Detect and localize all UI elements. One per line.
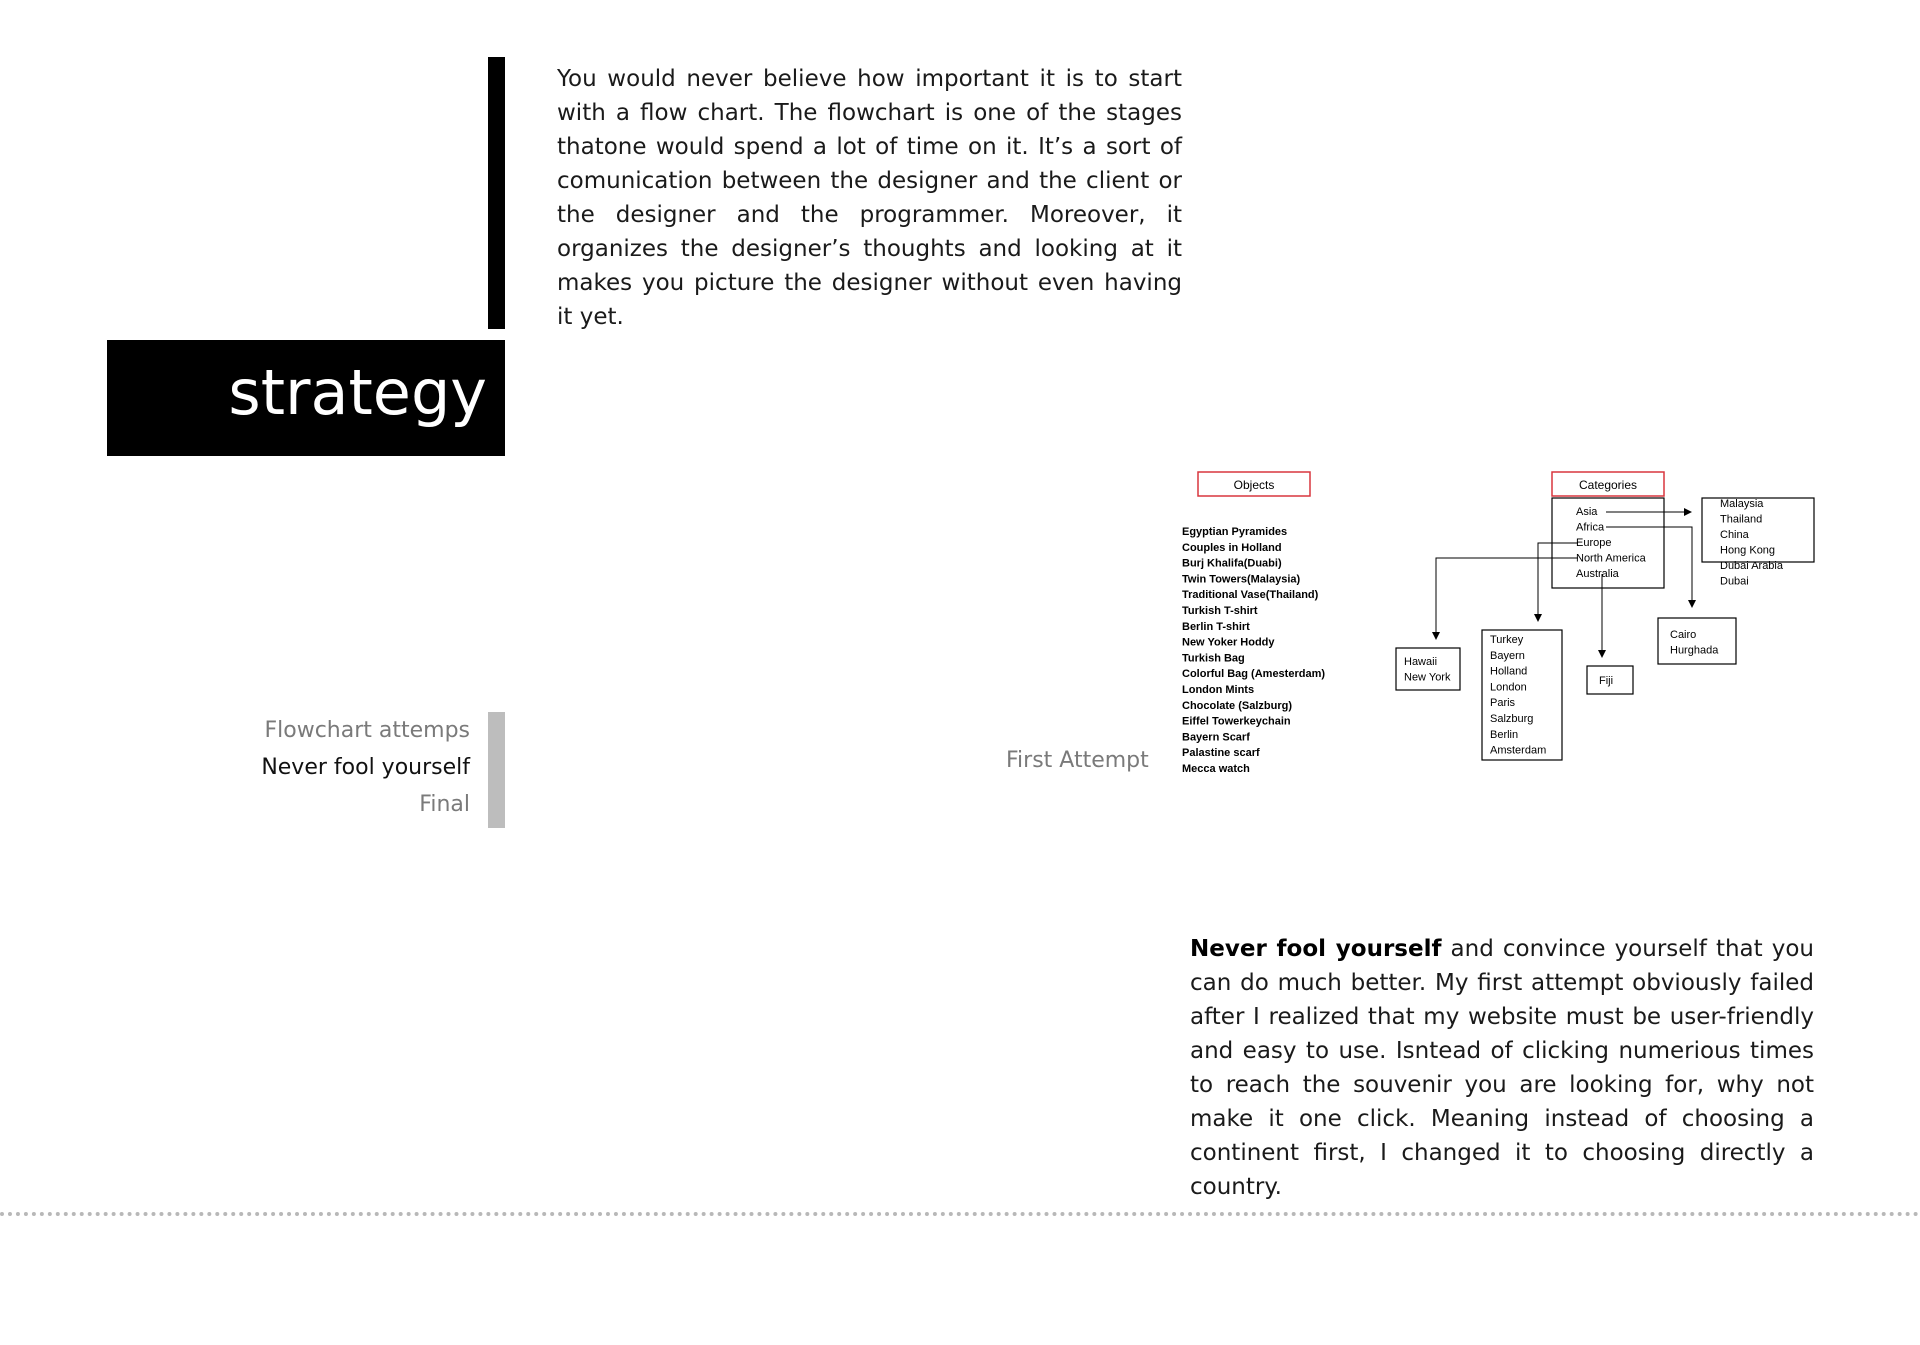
- africa-list: [1670, 629, 1719, 657]
- object-item: Couples in Holland: [1182, 541, 1282, 554]
- asia-country: China: [1720, 529, 1749, 541]
- asia-list: [1720, 498, 1784, 588]
- category-item: Africa: [1576, 521, 1605, 534]
- object-item: New Yoker Hoddy: [1182, 636, 1275, 649]
- connector-africa: [1606, 527, 1692, 606]
- europe-country: Salzburg: [1490, 713, 1534, 725]
- section-nav: [261, 712, 470, 823]
- europe-country: Amsterdam: [1490, 744, 1547, 757]
- objects-header: Objects: [1233, 478, 1275, 492]
- africa-city: Hurghada: [1670, 644, 1719, 657]
- object-item: Bayern Scarf: [1182, 731, 1250, 744]
- category-item: Australia: [1576, 568, 1619, 580]
- object-item: Chocolate (Salzburg): [1182, 699, 1293, 712]
- australia-place: Fiji: [1599, 675, 1614, 687]
- asia-country: Malaysia: [1720, 498, 1764, 510]
- intro-paragraph: You would never believe how important it is to start with a flow chart. The flowchart is one of the stages thatone would spend a lot of time on it. It’s a sort of comunication between the designer and the client or the designer and the programmer. Moreover, it organizes the designer’s thoughts and looking at it makes you picture the designer without even having it yet.: [557, 66, 1182, 330]
- categories-header: Categories: [1578, 478, 1638, 492]
- objects-list: [1182, 526, 1325, 775]
- never-fool-bold: Never fool yourself: [1190, 936, 1442, 962]
- europe-country: Paris: [1490, 697, 1516, 710]
- section-title-block: [107, 340, 505, 456]
- europe-country: Berlin: [1490, 728, 1519, 741]
- north-america-place: Hawaii: [1404, 656, 1438, 668]
- asia-country: Dubai Arabia: [1720, 560, 1783, 572]
- flowchart-svg: [1160, 460, 1820, 790]
- europe-list: [1490, 634, 1546, 757]
- object-item: Colorful Bag (Amesterdam): [1182, 668, 1326, 681]
- object-item: Eiffel Towerkeychain: [1182, 715, 1291, 728]
- object-item: Berlin T-shirt: [1182, 620, 1250, 633]
- nav-item-flowchart-attemps[interactable]: Flowchart attemps: [264, 718, 470, 743]
- north-america-box: [1396, 648, 1460, 690]
- category-item: Asia: [1576, 506, 1598, 518]
- europe-country: Bayern: [1490, 649, 1525, 662]
- flowchart-figure: [1160, 460, 1820, 794]
- object-item: Burj Khalifa(Duabi): [1182, 557, 1282, 570]
- africa-box: [1658, 618, 1736, 664]
- nav-item-never-fool-yourself[interactable]: Never fool yourself: [261, 755, 470, 780]
- nav-item-final[interactable]: Final: [419, 792, 470, 817]
- connector-north-america: [1436, 558, 1578, 638]
- section-title: strategy: [228, 356, 487, 429]
- object-item: Palastine scarf: [1182, 747, 1260, 760]
- europe-country: Turkey: [1490, 634, 1524, 646]
- object-item: Twin Towers(Malaysia): [1182, 573, 1301, 586]
- dotted-divider: [0, 1212, 1920, 1216]
- never-fool-text: and convince yourself that you can do much better. My first attempt obviously failed after I realized that my website must be user-friendly and easy to use. Isntead of clicking numerious times to reach the souvenir you are looking for, why not make it one click. Meaning instead of choosing a continent first, I changed it to choosing directly a country.: [1190, 936, 1814, 1200]
- object-item: Mecca watch: [1182, 763, 1250, 775]
- north-america-list: [1404, 656, 1451, 684]
- object-item: Traditional Vase(Thailand): [1182, 589, 1319, 602]
- asia-country: Dubai: [1720, 575, 1749, 588]
- north-america-place: New York: [1404, 671, 1451, 684]
- object-item: Turkish Bag: [1182, 652, 1245, 665]
- asia-country: Hong Kong: [1720, 544, 1776, 557]
- object-item: Turkish T-shirt: [1182, 605, 1258, 617]
- connector-europe: [1538, 543, 1578, 620]
- object-item: Egyptian Pyramides: [1182, 526, 1288, 538]
- category-item: Europe: [1576, 537, 1612, 549]
- europe-country: Holland: [1490, 665, 1528, 678]
- never-fool-paragraph: [1190, 932, 1814, 1204]
- category-item: North America: [1576, 552, 1646, 565]
- australia-list: [1599, 675, 1613, 687]
- object-item: London Mints: [1182, 684, 1255, 696]
- accent-bar-top: [488, 57, 505, 329]
- categories-list: [1576, 506, 1647, 580]
- nav-indicator-bar: [488, 712, 505, 828]
- europe-country: London: [1490, 681, 1527, 694]
- figure-caption: First Attempt: [1006, 748, 1149, 773]
- africa-city: Cairo: [1670, 629, 1697, 641]
- asia-country: Thailand: [1720, 513, 1763, 526]
